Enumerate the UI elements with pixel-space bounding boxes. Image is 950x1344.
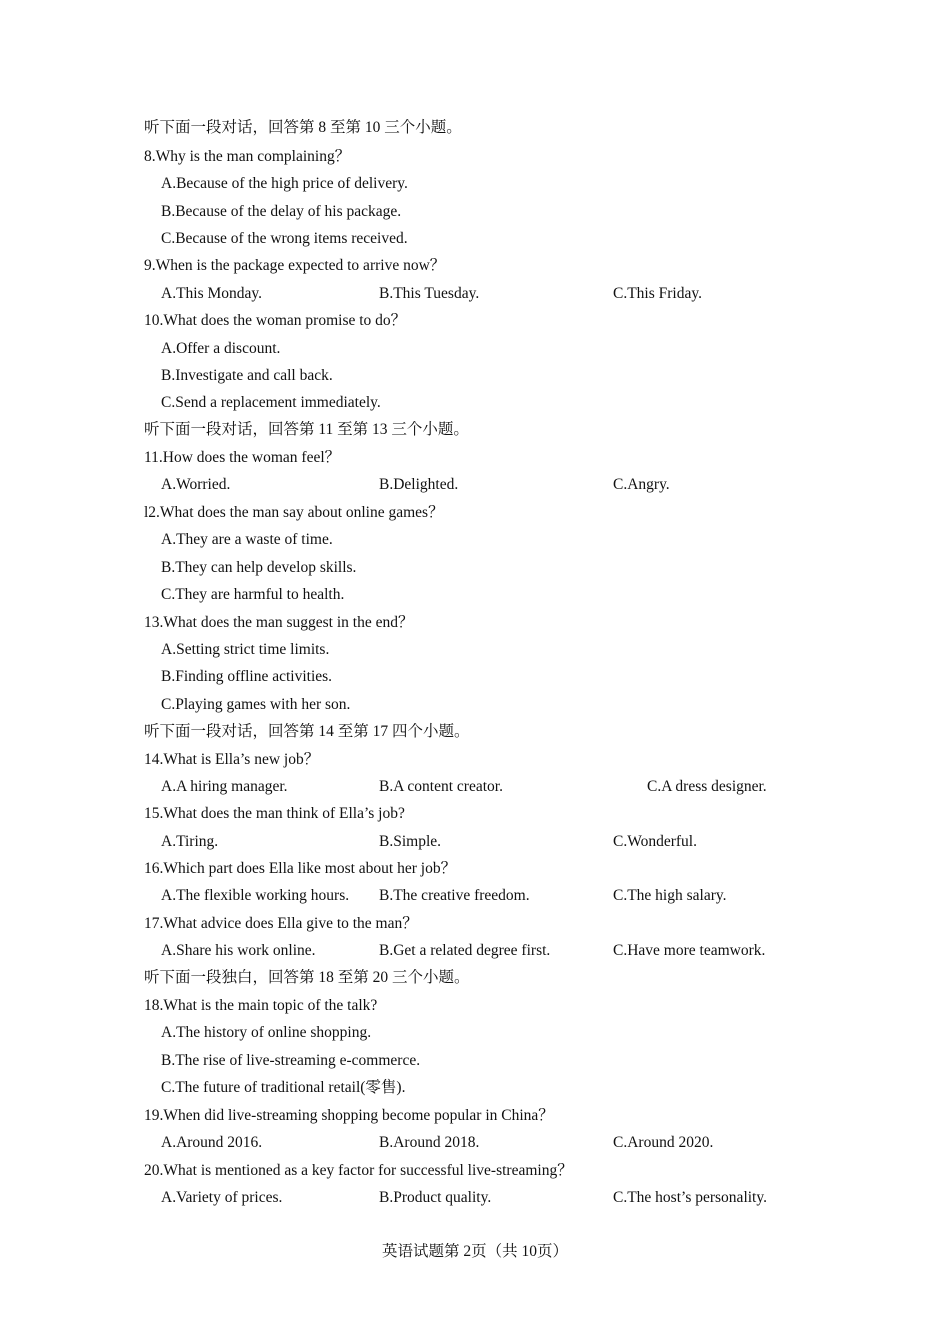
option-c: C.Playing games with her son. xyxy=(161,696,351,713)
option-a: A.The flexible working hours. xyxy=(161,887,350,904)
option-b: B.This Tuesday. xyxy=(379,285,480,302)
question-stem: 17.What advice does Ella give to the man？ xyxy=(144,915,418,932)
option-c: C.The host’s personality. xyxy=(613,1189,767,1206)
section-instruction: 听下面一段对话，回答第 8 至第 10 三个小题。 xyxy=(144,119,462,136)
option-c: C.The high salary. xyxy=(613,887,727,904)
option-b: B.Around 2018. xyxy=(379,1134,480,1151)
option-a: A.Setting strict time limits. xyxy=(161,641,330,658)
option-a: A.They are a waste of time. xyxy=(161,531,333,548)
option-b: B.Investigate and call back. xyxy=(161,367,333,384)
section-instruction: 听下面一段对话，回答第 11 至第 13 三个小题。 xyxy=(144,421,469,438)
option-a: A.The history of online shopping. xyxy=(161,1024,372,1041)
question-stem: 10.What does the woman promise to do？ xyxy=(144,312,407,329)
option-c: C.The future of traditional retail(零售). xyxy=(161,1079,406,1096)
option-b: B.The creative freedom. xyxy=(379,887,530,904)
question-stem: 9.When is the package expected to arrive now？ xyxy=(144,257,446,274)
option-a: A.Variety of prices. xyxy=(161,1189,283,1206)
question-stem: 14.What is Ella’s new job？ xyxy=(144,751,320,768)
option-c: C.Angry. xyxy=(613,476,670,493)
option-c: C.Send a replacement immediately. xyxy=(161,394,381,411)
question-stem: 18.What is the main topic of the talk? xyxy=(144,997,378,1014)
option-a: A.Worried. xyxy=(161,476,231,493)
option-b: B.The rise of live-streaming e-commerce. xyxy=(161,1052,421,1069)
page-footer: 英语试题第 2页（共 10页） xyxy=(381,1243,568,1260)
option-b: B.Finding offline activities. xyxy=(161,668,333,685)
section-instruction: 听下面一段对话，回答第 14 至第 17 四个小题。 xyxy=(144,723,470,740)
option-a: A.Around 2016. xyxy=(161,1134,263,1151)
question-stem: l2.What does the man say about online games？ xyxy=(144,504,444,521)
option-a: A.A hiring manager. xyxy=(161,778,288,795)
option-b: B.Delighted. xyxy=(379,476,459,493)
question-stem: 15.What does the man think of Ella’s job? xyxy=(144,805,405,822)
question-stem: 13.What does the man suggest in the end？ xyxy=(144,614,414,631)
option-c: C.A dress designer. xyxy=(647,778,767,795)
question-stem: 8.Why is the man complaining？ xyxy=(144,148,351,165)
option-b: B.Product quality. xyxy=(379,1189,492,1206)
option-c: C.This Friday. xyxy=(613,285,702,302)
option-b: B.Because of the delay of his package. xyxy=(161,203,402,220)
option-c: C.They are harmful to health. xyxy=(161,586,345,603)
question-stem: 19.When did live-streaming shopping become popular in China？ xyxy=(144,1107,554,1124)
question-stem: 20.What is mentioned as a key factor for successful live-streaming？ xyxy=(144,1162,573,1179)
option-c: C.Because of the wrong items received. xyxy=(161,230,408,247)
option-c: C.Around 2020. xyxy=(613,1134,714,1151)
option-b: B.Simple. xyxy=(379,833,442,850)
option-c: C.Wonderful. xyxy=(613,833,697,850)
option-c: C.Have more teamwork. xyxy=(613,942,766,959)
option-b: B.A content creator. xyxy=(379,778,503,795)
question-stem: 11.How does the woman feel？ xyxy=(144,449,341,466)
option-a: A.Because of the high price of delivery. xyxy=(161,175,408,192)
option-a: A.Tiring. xyxy=(161,833,219,850)
option-a: A.Share his work online. xyxy=(161,942,316,959)
option-b: B.They can help develop skills. xyxy=(161,559,357,576)
option-a: A.This Monday. xyxy=(161,285,263,302)
section-instruction: 听下面一段独白，回答第 18 至第 20 三个小题。 xyxy=(144,969,470,986)
option-b: B.Get a related degree first. xyxy=(379,942,551,959)
question-stem: 16.Which part does Ella like most about her job？ xyxy=(144,860,457,877)
option-a: A.Offer a discount. xyxy=(161,340,281,357)
